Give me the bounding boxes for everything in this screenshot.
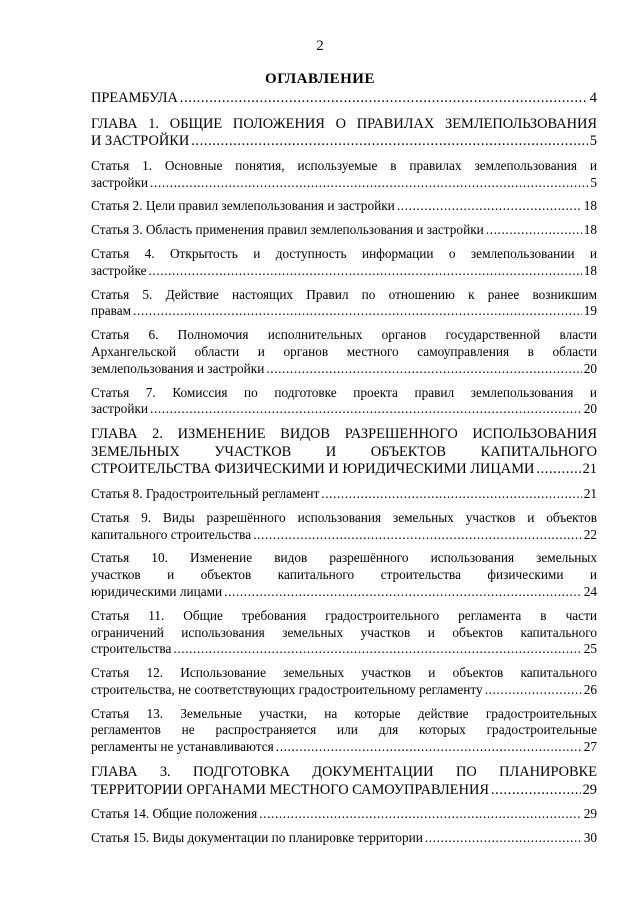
toc-entry-line: Статья 11. Общие требования градостроительного регламента в части xyxy=(91,607,597,623)
toc-entry-line: Статья 6. Полномочия исполнительных органов государственной власти xyxy=(91,327,597,343)
toc-entry-line: Статья 5. Действие настоящих Правил по отношению к ранее возникшим xyxy=(91,286,597,302)
toc-article-entry[interactable] xyxy=(91,385,597,419)
toc-entry-line: Статья 4. Открытость и доступность информации о землепользовании и xyxy=(91,245,597,261)
toc-entry-line: регламенты не устанавливаются xyxy=(91,739,274,755)
toc-chapter-entry[interactable] xyxy=(91,116,597,151)
toc-entry-line: строительства, не соответствующих градостроительному регламенту xyxy=(91,681,483,697)
toc-page-number: 19 xyxy=(583,303,597,319)
dot-leader xyxy=(148,263,581,280)
toc-entry-line: застройке xyxy=(91,262,147,278)
toc-article-entry[interactable] xyxy=(91,486,597,503)
toc-entry-line: ограничений использования земельных участков и объектов капитального xyxy=(91,624,597,640)
toc-entry-line: капитального строительства xyxy=(91,526,252,542)
toc-entry-line: Статья 15. Виды документации по планировке территории xyxy=(91,830,423,846)
dot-leader xyxy=(425,830,582,847)
toc-chapter-entry[interactable] xyxy=(91,426,597,479)
toc-article-entry[interactable] xyxy=(91,327,597,377)
dot-leader xyxy=(191,133,588,151)
toc-entry-line: Статья 14. Общие положения xyxy=(91,806,258,822)
toc-article-entry[interactable] xyxy=(91,608,597,658)
toc-article-entry[interactable] xyxy=(91,287,597,321)
toc-page-number: 20 xyxy=(583,360,597,376)
toc-entry-line: землепользования и застройки xyxy=(91,360,265,376)
toc-entry-line: правам xyxy=(91,303,132,319)
toc-entry-line: Статья 2. Цели правил землепользования и застройки xyxy=(91,198,395,214)
toc-article-entry[interactable] xyxy=(91,665,597,699)
toc-article-entry[interactable] xyxy=(91,806,597,823)
toc-article-entry[interactable] xyxy=(91,198,597,215)
toc-page-number: 18 xyxy=(583,198,597,214)
toc-article-entry[interactable] xyxy=(91,222,597,239)
toc-entry-line: Архангельской области и органов местного самоуправления в области xyxy=(91,343,597,359)
toc-entry-line: Статья 13. Земельные участки, на которые действие градостроительных xyxy=(91,705,597,721)
dot-leader xyxy=(486,222,582,239)
toc-entry-line: СТРОИТЕЛЬСТВА ФИЗИЧЕСКИМИ И ЮРИДИЧЕСКИМИ ЛИЦАМИ xyxy=(91,461,535,478)
toc-page-number: 5 xyxy=(589,133,597,150)
toc-entry-line: ГЛАВА 1. ОБЩИЕ ПОЛОЖЕНИЯ О ПРАВИЛАХ ЗЕМЛЕПОЛЬЗОВАНИЯ xyxy=(91,115,597,132)
toc-page-number: 27 xyxy=(583,739,597,755)
toc-page-number: 26 xyxy=(583,681,597,697)
toc-page-number: 20 xyxy=(583,401,597,417)
toc-page-number: 25 xyxy=(583,641,597,657)
toc-entry-line: Статья 8. Градостроительный регламент xyxy=(91,485,320,501)
toc-article-entry[interactable] xyxy=(91,246,597,280)
dot-leader xyxy=(259,806,581,823)
toc-page-number: 21 xyxy=(582,461,597,478)
toc-entry-line: Статья 7. Комиссия по подготовке проекта правил землепользования и xyxy=(91,384,597,400)
dot-leader xyxy=(485,682,582,699)
dot-leader xyxy=(266,361,581,378)
dot-leader xyxy=(321,486,581,503)
toc-title: ОГЛАВЛЕНИЕ xyxy=(265,71,375,87)
toc-entry-line: ТЕРРИТОРИИ ОРГАНАМИ МЕСТНОГО САМОУПРАВЛЕНИЯ xyxy=(91,781,489,798)
toc-entry-line: юридическими лицами xyxy=(91,583,223,599)
toc-entry-line: ГЛАВА 3. ПОДГОТОВКА ДОКУМЕНТАЦИИ ПО ПЛАНИРОВКЕ xyxy=(91,764,597,781)
toc-entry-line: Статья 3. Область применения правил землепользования и застройки xyxy=(91,222,484,238)
toc-chapter-entry[interactable] xyxy=(91,90,597,108)
dot-leader xyxy=(150,175,588,192)
toc-article-entry[interactable] xyxy=(91,550,597,600)
dot-leader xyxy=(536,461,580,479)
toc-entry-line: строительства xyxy=(91,641,172,657)
toc-entry-line: участков и объектов капитального строительства физическими и xyxy=(91,567,597,583)
toc-article-entry[interactable] xyxy=(91,510,597,544)
toc-entry-line: застройки xyxy=(91,174,149,190)
dot-leader xyxy=(491,782,581,800)
dot-leader xyxy=(253,527,582,544)
toc-article-entry[interactable] xyxy=(91,158,597,192)
toc-entry-line: Статья 9. Виды разрешённого использования земельных участков и объектов xyxy=(91,509,597,525)
toc-article-entry[interactable] xyxy=(91,830,597,847)
toc-chapter-entry[interactable] xyxy=(91,764,597,799)
toc-entry-line: ЗЕМЕЛЬНЫХ УЧАСТКОВ И ОБЪЕКТОВ КАПИТАЛЬНОГО xyxy=(91,443,597,460)
dot-leader xyxy=(133,303,582,320)
toc-entry-line: Статья 12. Использование земельных участков и объектов капитального xyxy=(91,665,597,681)
dot-leader xyxy=(397,198,582,215)
dot-leader xyxy=(224,584,582,601)
toc-page-number: 4 xyxy=(589,90,597,106)
toc-page-number: 18 xyxy=(583,222,597,238)
dot-leader xyxy=(276,739,582,756)
toc-page-number: 18 xyxy=(583,262,597,278)
toc-article-entry[interactable] xyxy=(91,706,597,756)
toc-entry-line: Статья 1. Основные понятия, используемые в правилах землепользования и xyxy=(91,157,597,173)
toc-entry-line: ПРЕАМБУЛА xyxy=(91,90,178,106)
toc-page-number: 29 xyxy=(582,781,597,798)
toc-page-number: 30 xyxy=(583,830,597,846)
toc-entry-line: застройки xyxy=(91,401,149,417)
page-number: 2 xyxy=(316,38,324,54)
toc-page-number: 5 xyxy=(590,174,597,190)
toc-page-number: 24 xyxy=(583,583,597,599)
dot-leader xyxy=(150,401,582,418)
table-of-contents xyxy=(91,90,597,847)
toc-entry-line: Статья 10. Изменение видов разрешённого использования земельных xyxy=(91,550,597,566)
dot-leader xyxy=(180,90,588,108)
toc-page-number: 29 xyxy=(583,806,597,822)
toc-page-number: 21 xyxy=(583,485,597,501)
toc-entry-line: регламентов не распространяется или для которых градостроительные xyxy=(91,722,597,738)
toc-entry-line: ГЛАВА 2. ИЗМЕНЕНИЕ ВИДОВ РАЗРЕШЕННОГО ИСПОЛЬЗОВАНИЯ xyxy=(91,426,597,443)
toc-page-number: 22 xyxy=(583,526,597,542)
dot-leader xyxy=(173,641,581,658)
toc-entry-line: И ЗАСТРОЙКИ xyxy=(91,133,190,150)
